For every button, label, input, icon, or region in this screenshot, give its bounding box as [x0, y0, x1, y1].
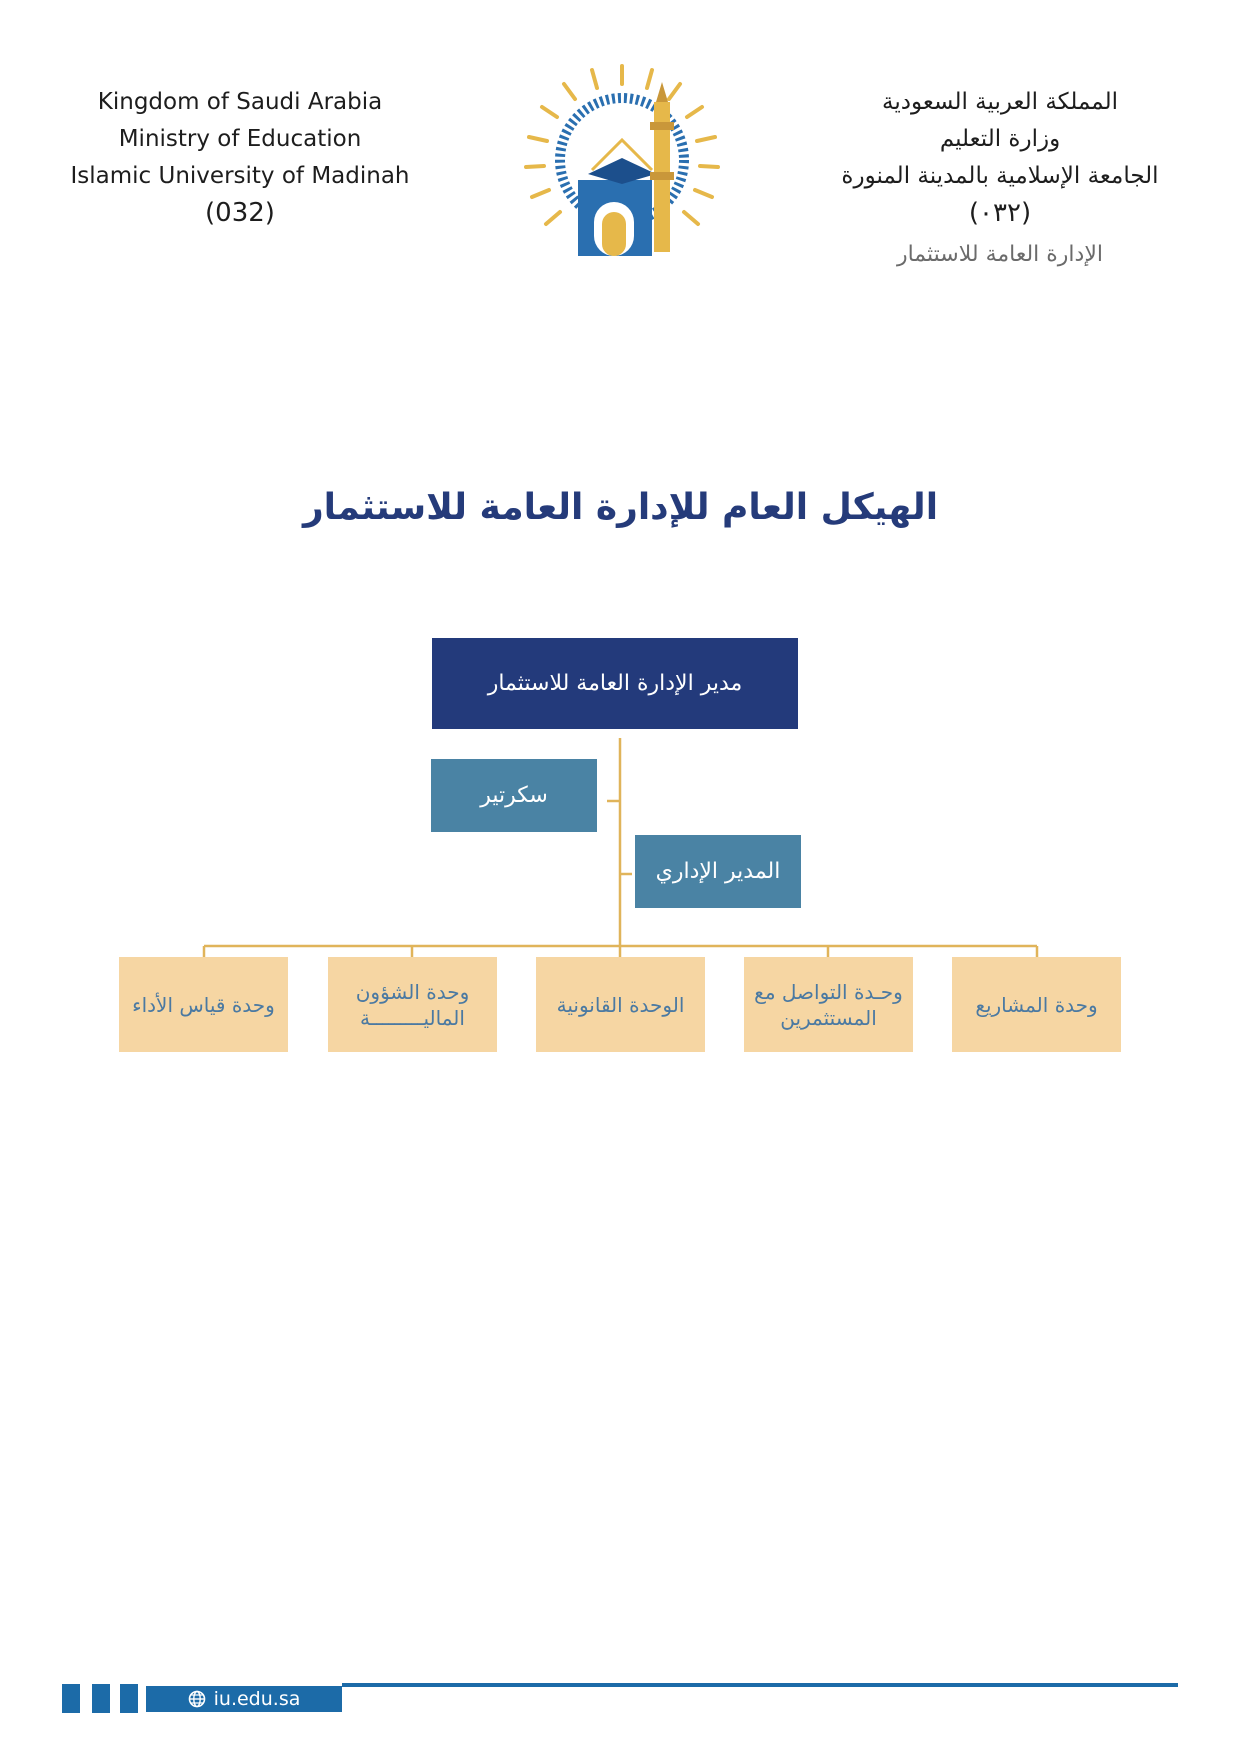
header-ar-dept: الإدارة العامة للاستثمار: [896, 242, 1103, 267]
box-unit-financial: وحدة الشؤون الماليـــــــــة: [328, 957, 497, 1052]
box-unit-projects: وحدة المشاريع: [952, 957, 1121, 1052]
footer-rule: [342, 1683, 1178, 1687]
header-ar-line: المملكة العربية السعودية: [882, 89, 1118, 115]
footer-bar-icon: [120, 1684, 138, 1713]
footer-website-link[interactable]: [146, 1686, 342, 1712]
header-en-line: Ministry of Education: [118, 126, 362, 152]
footer-bar-icon: [92, 1684, 110, 1713]
box-admin-manager: المدير الإداري: [635, 835, 801, 908]
header-ar-line: الجامعة الإسلامية بالمدينة المنورة: [841, 163, 1159, 189]
footer-bar-icon: [62, 1684, 80, 1713]
box-unit-investor-relations: وحـدة التواصل مع المستثمرين: [744, 957, 913, 1052]
header-ar-code: (٠٣٢): [968, 198, 1032, 228]
header-en-line: Kingdom of Saudi Arabia: [97, 89, 383, 115]
header-en-code: (032): [205, 198, 275, 228]
box-general-manager: مدير الإدارة العامة للاستثمار: [432, 638, 798, 729]
page-title: الهيكل العام للإدارة العامة للاستثمار: [302, 487, 939, 528]
header-en-line: Islamic University of Madinah: [70, 163, 410, 189]
box-unit-legal: الوحدة القانونية: [536, 957, 705, 1052]
footer-url: iu.edu.sa: [213, 1688, 301, 1710]
box-secretary: سكرتير: [431, 759, 597, 832]
header-ar-line: وزارة التعليم: [939, 126, 1061, 152]
globe-icon: [188, 1690, 206, 1708]
box-unit-performance: وحدة قياس الأداء: [119, 957, 288, 1052]
